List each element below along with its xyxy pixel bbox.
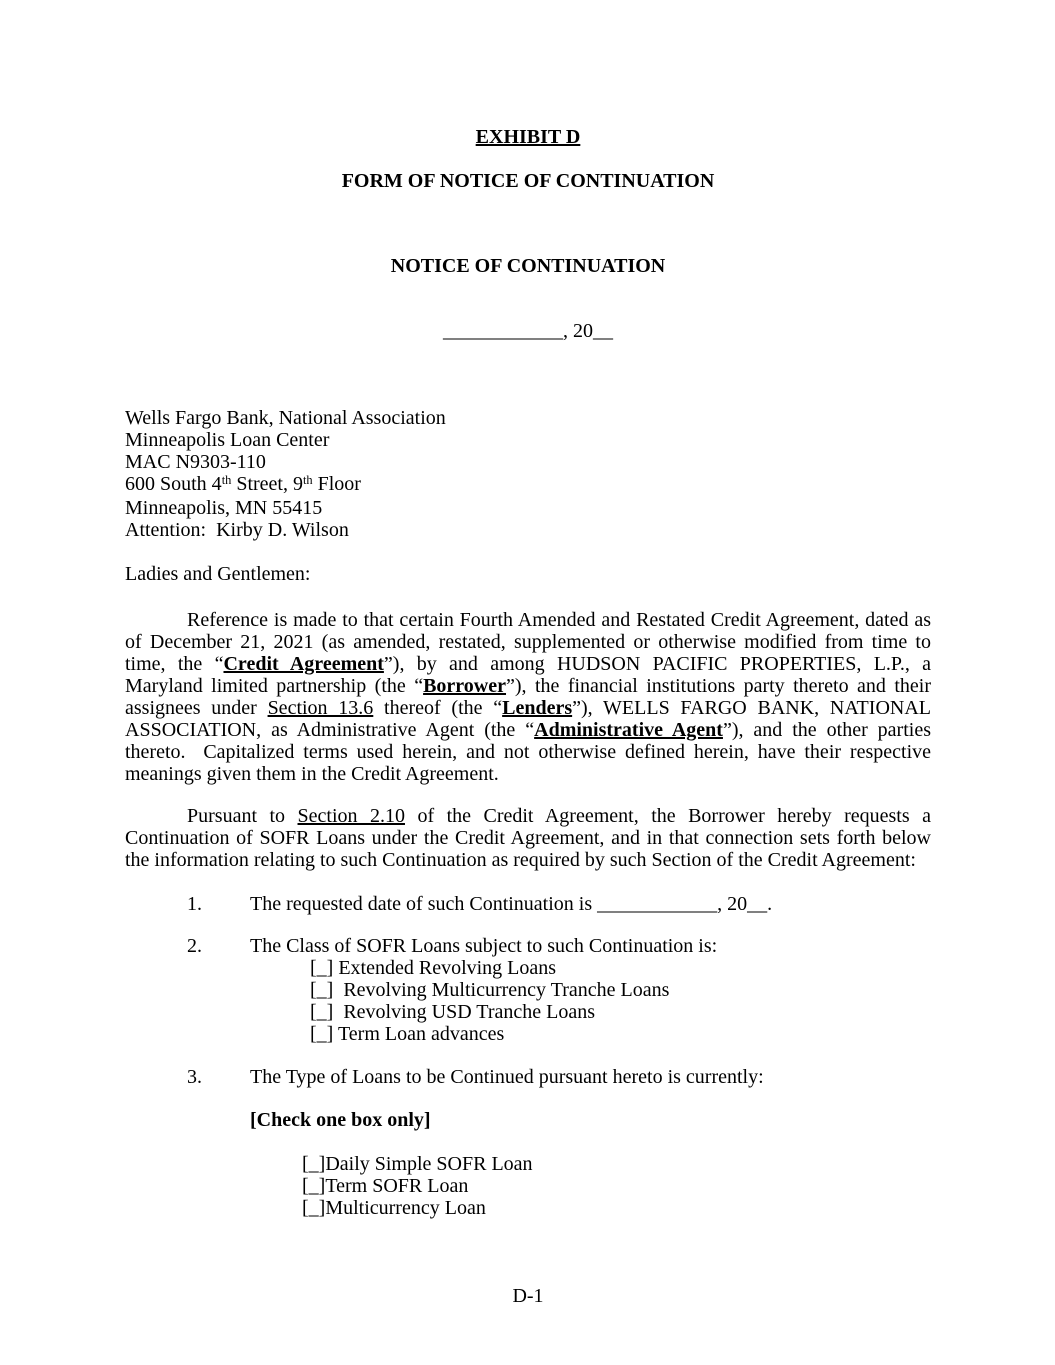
exhibit-heading: EXHIBIT D [475, 126, 581, 148]
address-line-street [125, 473, 931, 497]
item-number: 1. [187, 893, 202, 915]
address-line-attention [125, 519, 931, 541]
date-blank-line: ____________, 20__ [443, 320, 613, 342]
text-run: Floor [312, 473, 361, 495]
text-run: Pursuant to [187, 805, 298, 827]
checkbox-option-extended-revolving: [_] Extended Revolving Loans [310, 957, 557, 979]
item-text-type-of-loans: The Type of Loans to be Continued pursuant hereto is currently: [250, 1066, 764, 1088]
checkbox-option-revolving-multicurrency: [_] Revolving Multicurrency Tranche Loans [310, 979, 670, 1001]
checkbox-option-term-sofr: [_]Term SOFR Loan [302, 1175, 469, 1197]
text-run: th [302, 472, 313, 487]
text-run: MAC N9303-110 [125, 451, 266, 473]
numbered-item-2 [125, 935, 931, 957]
text-run: Section 13.6 [267, 697, 374, 719]
text-run: thereof (the “ [373, 697, 503, 719]
checkbox-option-term-loan: [_] Term Loan advances [310, 1023, 505, 1045]
text-run: Street, 9 [231, 473, 303, 495]
text-run: of the Credit Agreement, the Borrower hereby requests a Continuation of SOFR Loans under the Credit Agreement, and in that connection sets forth below the information relating to such Continuation as required by such Section of the Credit Agreement: [125, 805, 931, 871]
text-run: Wells Fargo Bank, National Association [125, 407, 446, 429]
numbered-item-1 [125, 893, 931, 915]
text-run: Credit Agreement [223, 653, 384, 675]
text-run: ”), WELLS FARGO BANK, NATIONAL ASSOCIATION, as Administrative Agent (the “ [125, 697, 931, 741]
text-run: ”), the financial institutions party thereto and their assignees under [125, 675, 931, 719]
address-line-city [125, 497, 931, 519]
class-options-list [310, 957, 931, 1045]
text-run: Borrower [423, 675, 507, 697]
reference-paragraph [125, 609, 931, 785]
item-text-requested-date: The requested date of such Continuation is ____________, 20__. [250, 893, 773, 915]
form-of-notice-heading: FORM OF NOTICE OF CONTINUATION [341, 170, 715, 192]
checkbox-option-revolving-usd: [_] Revolving USD Tranche Loans [310, 1001, 595, 1023]
item-number: 3. [187, 1066, 202, 1088]
text-run: th [221, 472, 232, 487]
text-run: 600 South 4 [125, 473, 222, 495]
text-run: Attention: Kirby D. Wilson [125, 519, 349, 541]
address-line-center [125, 429, 931, 451]
item-number: 2. [187, 935, 202, 957]
item-text-class-of-loans: The Class of SOFR Loans subject to such Continuation is: [250, 935, 718, 957]
checkbox-option-daily-simple-sofr: [_]Daily Simple SOFR Loan [302, 1153, 533, 1175]
text-run: Reference is made to that certain Fourth Amended and Restated Credit Agreement, dated as of December 21, 2021 (as amended, restated, supplemented or otherwise modified from time to time, the “ [125, 609, 931, 675]
text-run: Minneapolis, MN 55415 [125, 497, 323, 519]
type-options-list [302, 1153, 931, 1219]
text-run: Lenders [502, 697, 573, 719]
pursuant-paragraph [125, 805, 931, 871]
notice-of-continuation-heading: NOTICE OF CONTINUATION [390, 255, 666, 277]
check-one-box-instruction: [Check one box only] [250, 1109, 431, 1131]
page-number-footer: D-1 [512, 1285, 544, 1307]
address-line-bank [125, 407, 931, 429]
text-run: ”), by and among HUDSON PACIFIC PROPERTIES, L.P., a Maryland limited partnership (the “ [125, 653, 932, 697]
recipient-address-block [125, 407, 931, 541]
checkbox-option-multicurrency: [_]Multicurrency Loan [302, 1197, 486, 1219]
salutation: Ladies and Gentlemen: [125, 563, 311, 585]
text-run: Administrative Agent [534, 719, 723, 741]
text-run: Section 2.10 [297, 805, 405, 827]
text-run: ”), and the other parties thereto. Capitalized terms used herein, and not otherwise defined herein, have their respective meanings given them in the Credit Agreement. [125, 719, 931, 785]
address-line-mac [125, 451, 931, 473]
numbered-item-3 [125, 1066, 931, 1088]
text-run: Minneapolis Loan Center [125, 429, 330, 451]
